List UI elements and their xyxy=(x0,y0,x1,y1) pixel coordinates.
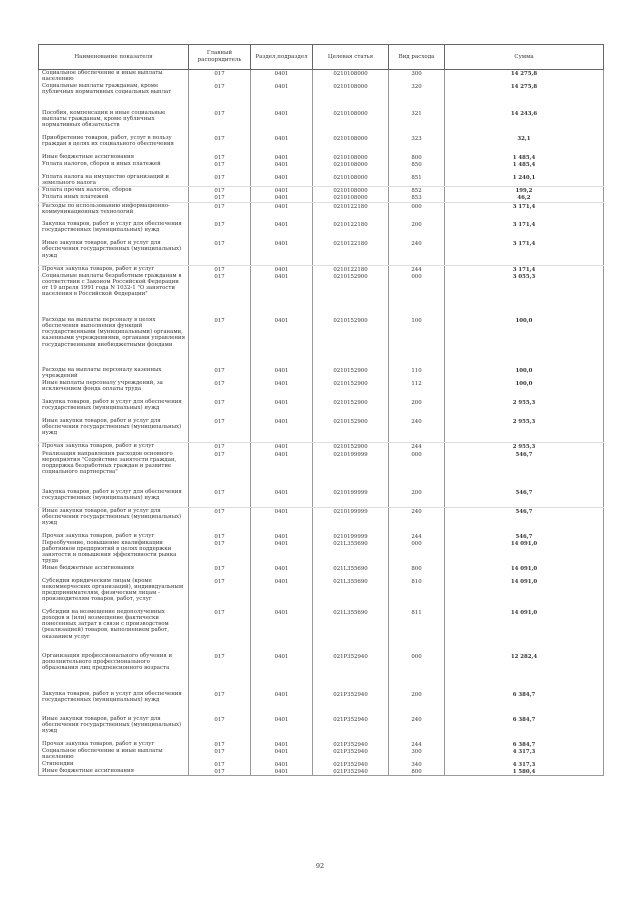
row-vr: 810 xyxy=(389,578,445,609)
table-row xyxy=(39,135,604,154)
row-sum: 100,0 xyxy=(445,367,604,380)
row-sum: 6 384,7 xyxy=(445,691,604,716)
row-sum: 2 955,3 xyxy=(445,443,604,451)
table-row xyxy=(39,110,604,135)
row-name: Социальные выплаты безработным гражданам в соответствии с Законом Российской Федерации от 19 апреля 1991 года N 1032-1 "О занятости населения в Российской Федерации" xyxy=(39,273,189,317)
row-rz: 0401 xyxy=(251,578,313,609)
table-row xyxy=(39,161,604,174)
row-name: Иные закупки товаров, работ и услуг для обеспечения государственных (муниципальных) нужд xyxy=(39,418,189,443)
row-rz: 0401 xyxy=(251,399,313,418)
row-rz: 0401 xyxy=(251,741,313,748)
row-name: Социальные выплаты гражданам, кроме публичных нормативных социальных выплат xyxy=(39,83,189,110)
row-name: Иные закупки товаров, работ и услуг для обеспечения государственных (муниципальных) нужд xyxy=(39,508,189,533)
expenditure-table xyxy=(38,44,604,776)
row-sum: 3 171,4 xyxy=(445,240,604,265)
row-rz: 0401 xyxy=(251,653,313,691)
row-cs: 021P352940 xyxy=(313,716,389,741)
row-cs: 021P352940 xyxy=(313,768,389,776)
row-cs: 0210122180 xyxy=(313,221,389,240)
row-name: Организация профессионального обучения и дополнительного профессионального образования лиц предпенсионного возраста xyxy=(39,653,189,691)
row-rz: 0401 xyxy=(251,451,313,489)
row-rz: 0401 xyxy=(251,716,313,741)
row-rz: 0401 xyxy=(251,367,313,380)
row-gr: 017 xyxy=(189,83,251,110)
row-gr: 017 xyxy=(189,508,251,533)
row-cs: 021P352940 xyxy=(313,741,389,748)
row-sum: 14 091,0 xyxy=(445,578,604,609)
table-header xyxy=(39,45,604,70)
row-cs: 0210108000 xyxy=(313,194,389,202)
table-row xyxy=(39,317,604,367)
row-gr: 017 xyxy=(189,653,251,691)
row-name: Расходы на выплаты персоналу казенных учреждений xyxy=(39,367,189,380)
header-rz: Раздел,подраздел xyxy=(251,45,313,70)
row-name: Субсидии юридическим лицам (кроме некоммерческих организаций), индивидуальным предпринимателям, физическим лицам - производителям товаров, работ, услуг xyxy=(39,578,189,609)
row-gr: 017 xyxy=(189,533,251,540)
row-rz: 0401 xyxy=(251,83,313,110)
row-vr: 000 xyxy=(389,202,445,221)
row-sum: 12 282,4 xyxy=(445,653,604,691)
row-sum: 2 955,3 xyxy=(445,418,604,443)
row-rz: 0401 xyxy=(251,508,313,533)
row-cs: 021P352940 xyxy=(313,761,389,768)
row-gr: 017 xyxy=(189,748,251,761)
table-row xyxy=(39,202,604,221)
row-gr: 017 xyxy=(189,202,251,221)
row-vr: 240 xyxy=(389,716,445,741)
table-row xyxy=(39,240,604,265)
row-vr: 000 xyxy=(389,451,445,489)
row-name: Иные закупки товаров, работ и услуг для обеспечения государственных (муниципальных) нужд xyxy=(39,716,189,741)
row-name: Закупка товаров, работ и услуг для обеспечения государственных (муниципальных) нужд xyxy=(39,399,189,418)
row-rz: 0401 xyxy=(251,70,313,83)
row-cs: 0210199999 xyxy=(313,451,389,489)
row-cs: 021P352940 xyxy=(313,653,389,691)
row-vr: 244 xyxy=(389,533,445,540)
row-rz: 0401 xyxy=(251,135,313,154)
row-rz: 0401 xyxy=(251,187,313,195)
row-name: Прочая закупка товаров, работ и услуг xyxy=(39,443,189,451)
row-sum: 2 955,3 xyxy=(445,399,604,418)
row-name: Закупка товаров, работ и услуг для обеспечения государственных (муниципальных) нужд xyxy=(39,691,189,716)
row-gr: 017 xyxy=(189,194,251,202)
row-cs: 0210152900 xyxy=(313,273,389,317)
row-sum: 3 171,4 xyxy=(445,221,604,240)
row-sum: 3 055,3 xyxy=(445,273,604,317)
row-sum: 1 240,1 xyxy=(445,174,604,187)
header-sum: Сумма xyxy=(445,45,604,70)
row-name: Иные выплаты персоналу учреждений, за исключением фонда оплаты труда xyxy=(39,380,189,399)
row-cs: 0210152900 xyxy=(313,367,389,380)
row-gr: 017 xyxy=(189,154,251,161)
row-gr: 017 xyxy=(189,565,251,578)
row-name: Прочая закупка товаров, работ и услуг xyxy=(39,741,189,748)
row-cs: 0210152900 xyxy=(313,317,389,367)
row-rz: 0401 xyxy=(251,748,313,761)
row-cs: 021L355690 xyxy=(313,609,389,653)
table-row xyxy=(39,174,604,187)
row-sum: 100,0 xyxy=(445,380,604,399)
table-body xyxy=(39,70,604,776)
row-cs: 0210108000 xyxy=(313,161,389,174)
row-vr: 320 xyxy=(389,83,445,110)
row-name: Прочая закупка товаров, работ и услуг xyxy=(39,265,189,273)
table-row xyxy=(39,609,604,653)
row-rz: 0401 xyxy=(251,265,313,273)
row-sum: 1 580,4 xyxy=(445,768,604,776)
row-sum: 14 091,0 xyxy=(445,540,604,565)
row-cs: 021P352940 xyxy=(313,748,389,761)
row-vr: 200 xyxy=(389,221,445,240)
row-vr: 100 xyxy=(389,317,445,367)
row-vr: 800 xyxy=(389,154,445,161)
row-cs: 021L355690 xyxy=(313,578,389,609)
row-name: Иные закупки товаров, работ и услуг для обеспечения государственных (муниципальных) нужд xyxy=(39,240,189,265)
row-sum: 546,7 xyxy=(445,451,604,489)
row-vr: 800 xyxy=(389,768,445,776)
row-vr: 244 xyxy=(389,265,445,273)
row-sum: 546,7 xyxy=(445,489,604,508)
row-vr: 240 xyxy=(389,240,445,265)
row-sum: 199,2 xyxy=(445,187,604,195)
row-gr: 017 xyxy=(189,489,251,508)
row-rz: 0401 xyxy=(251,540,313,565)
table-row xyxy=(39,273,604,317)
row-gr: 017 xyxy=(189,240,251,265)
row-vr: 240 xyxy=(389,418,445,443)
row-gr: 017 xyxy=(189,367,251,380)
row-gr: 017 xyxy=(189,135,251,154)
row-cs: 0210122180 xyxy=(313,202,389,221)
row-vr: 300 xyxy=(389,748,445,761)
row-rz: 0401 xyxy=(251,609,313,653)
row-cs: 0210108000 xyxy=(313,174,389,187)
row-vr: 240 xyxy=(389,508,445,533)
row-cs: 0210108000 xyxy=(313,187,389,195)
row-cs: 0210108000 xyxy=(313,70,389,83)
row-name: Пособия, компенсации и иные социальные выплаты гражданам, кроме публичных нормативных обязательств xyxy=(39,110,189,135)
row-rz: 0401 xyxy=(251,110,313,135)
row-gr: 017 xyxy=(189,691,251,716)
row-gr: 017 xyxy=(189,161,251,174)
row-sum: 14 091,0 xyxy=(445,609,604,653)
row-vr: 244 xyxy=(389,443,445,451)
row-rz: 0401 xyxy=(251,317,313,367)
row-gr: 017 xyxy=(189,451,251,489)
row-vr: 200 xyxy=(389,691,445,716)
row-cs: 021P352940 xyxy=(313,691,389,716)
row-cs: 0210108000 xyxy=(313,83,389,110)
table-row xyxy=(39,154,604,161)
row-sum: 6 384,7 xyxy=(445,716,604,741)
row-name: Иные бюджетные ассигнования xyxy=(39,565,189,578)
table-row xyxy=(39,691,604,716)
row-gr: 017 xyxy=(189,174,251,187)
row-cs: 0210152900 xyxy=(313,418,389,443)
table-row xyxy=(39,265,604,273)
row-sum: 14 091,0 xyxy=(445,565,604,578)
row-vr: 000 xyxy=(389,653,445,691)
row-gr: 017 xyxy=(189,317,251,367)
page-number: 92 xyxy=(315,862,325,870)
row-sum: 6 384,7 xyxy=(445,741,604,748)
row-sum: 1 485,4 xyxy=(445,161,604,174)
row-gr: 017 xyxy=(189,741,251,748)
row-gr: 017 xyxy=(189,221,251,240)
row-cs: 0210122180 xyxy=(313,240,389,265)
row-rz: 0401 xyxy=(251,380,313,399)
row-rz: 0401 xyxy=(251,202,313,221)
row-name: Уплата иных платежей xyxy=(39,194,189,202)
row-sum: 3 171,4 xyxy=(445,202,604,221)
row-vr: 200 xyxy=(389,489,445,508)
row-gr: 017 xyxy=(189,70,251,83)
row-sum: 546,7 xyxy=(445,508,604,533)
row-vr: 244 xyxy=(389,741,445,748)
table-row xyxy=(39,399,604,418)
row-name: Иные бюджетные ассигнования xyxy=(39,768,189,776)
row-sum: 32,1 xyxy=(445,135,604,154)
row-gr: 017 xyxy=(189,540,251,565)
row-cs: 0210152900 xyxy=(313,399,389,418)
row-cs: 0210152900 xyxy=(313,443,389,451)
row-name: Иные бюджетные ассигнования xyxy=(39,154,189,161)
row-vr: 851 xyxy=(389,174,445,187)
row-gr: 017 xyxy=(189,110,251,135)
row-cs: 021L355690 xyxy=(313,540,389,565)
table-row xyxy=(39,578,604,609)
row-name: Уплата прочих налогов, сборов xyxy=(39,187,189,195)
row-name: Стипендии xyxy=(39,761,189,768)
row-vr: 850 xyxy=(389,161,445,174)
row-gr: 017 xyxy=(189,380,251,399)
table-row xyxy=(39,489,604,508)
row-vr: 110 xyxy=(389,367,445,380)
row-rz: 0401 xyxy=(251,489,313,508)
row-gr: 017 xyxy=(189,418,251,443)
row-cs: 021L355690 xyxy=(313,565,389,578)
table-row xyxy=(39,748,604,761)
table-row xyxy=(39,533,604,540)
table-row xyxy=(39,70,604,83)
table-row xyxy=(39,768,604,776)
row-cs: 0210122180 xyxy=(313,265,389,273)
row-name: Расходы на выплаты персоналу в целях обеспечения выполнения функций государственными (муниципальными) органами, казенными учреждениями, органами управления государственными внебюджетными фондами xyxy=(39,317,189,367)
row-sum: 4 317,3 xyxy=(445,748,604,761)
row-name: Уплата налогов, сборов и иных платежей xyxy=(39,161,189,174)
row-sum: 546,7 xyxy=(445,533,604,540)
row-sum: 1 485,4 xyxy=(445,154,604,161)
row-cs: 0210108000 xyxy=(313,110,389,135)
row-name: Уплата налога на имущество организаций и земельного налога xyxy=(39,174,189,187)
row-rz: 0401 xyxy=(251,768,313,776)
row-vr: 000 xyxy=(389,540,445,565)
row-sum: 14 243,6 xyxy=(445,110,604,135)
row-vr: 800 xyxy=(389,565,445,578)
row-vr: 340 xyxy=(389,761,445,768)
row-gr: 017 xyxy=(189,187,251,195)
row-name: Прочая закупка товаров, работ и услуг xyxy=(39,533,189,540)
header-name: Наименование показателя xyxy=(39,45,189,70)
row-name: Реализация направления расходов основного мероприятия "Содействие занятости граждан, поддержка безработных граждан и развитие социального партнерства" xyxy=(39,451,189,489)
row-name: Социальное обеспечение и иные выплаты населению xyxy=(39,748,189,761)
header-cs: Целевая статья xyxy=(313,45,389,70)
row-rz: 0401 xyxy=(251,221,313,240)
row-cs: 0210199999 xyxy=(313,489,389,508)
row-gr: 017 xyxy=(189,273,251,317)
table-row xyxy=(39,187,604,195)
row-vr: 323 xyxy=(389,135,445,154)
row-gr: 017 xyxy=(189,578,251,609)
row-vr: 811 xyxy=(389,609,445,653)
row-name: Закупка товаров, работ и услуг для обеспечения государственных (муниципальных) нужд xyxy=(39,489,189,508)
row-sum: 14 275,8 xyxy=(445,70,604,83)
row-gr: 017 xyxy=(189,265,251,273)
row-cs: 0210199999 xyxy=(313,533,389,540)
row-vr: 112 xyxy=(389,380,445,399)
row-name: Расходы по использованию информационно-коммуникационных технологий xyxy=(39,202,189,221)
row-gr: 017 xyxy=(189,443,251,451)
row-sum: 4 317,3 xyxy=(445,761,604,768)
row-vr: 321 xyxy=(389,110,445,135)
row-name: Субсидии на возмещение недополученных доходов и (или) возмещение фактически понесенных затрат в связи с производством (реализацией) товаров, выполнением работ, оказанием услуг xyxy=(39,609,189,653)
row-name: Приобретение товаров, работ, услуг в пользу граждан в целях их социального обеспечения xyxy=(39,135,189,154)
row-gr: 017 xyxy=(189,399,251,418)
table-row xyxy=(39,653,604,691)
table-row xyxy=(39,83,604,110)
row-rz: 0401 xyxy=(251,154,313,161)
row-cs: 0210199999 xyxy=(313,508,389,533)
row-name: Социальное обеспечение и иные выплаты населению xyxy=(39,70,189,83)
table-row xyxy=(39,508,604,533)
table-row xyxy=(39,716,604,741)
table-row xyxy=(39,540,604,565)
row-vr: 200 xyxy=(389,399,445,418)
table-row xyxy=(39,380,604,399)
header-gr: Главный распорядитель xyxy=(189,45,251,70)
row-vr: 852 xyxy=(389,187,445,195)
table-row xyxy=(39,194,604,202)
row-rz: 0401 xyxy=(251,761,313,768)
row-rz: 0401 xyxy=(251,161,313,174)
table-row xyxy=(39,451,604,489)
header-vr: Вид расхода xyxy=(389,45,445,70)
table-row xyxy=(39,741,604,748)
row-sum: 46,2 xyxy=(445,194,604,202)
row-rz: 0401 xyxy=(251,691,313,716)
row-sum: 3 171,4 xyxy=(445,265,604,273)
row-vr: 300 xyxy=(389,70,445,83)
row-sum: 14 275,8 xyxy=(445,83,604,110)
row-rz: 0401 xyxy=(251,533,313,540)
row-gr: 017 xyxy=(189,768,251,776)
row-gr: 017 xyxy=(189,761,251,768)
row-sum: 100,0 xyxy=(445,317,604,367)
row-name: Закупка товаров, работ и услуг для обеспечения государственных (муниципальных) нужд xyxy=(39,221,189,240)
row-rz: 0401 xyxy=(251,273,313,317)
row-rz: 0401 xyxy=(251,565,313,578)
row-name: Переобучение, повышение квалификации работников предприятий в целях поддержки занятости и повышения эффективности рынка труда xyxy=(39,540,189,565)
table-row xyxy=(39,565,604,578)
row-rz: 0401 xyxy=(251,443,313,451)
row-gr: 017 xyxy=(189,716,251,741)
table-row xyxy=(39,221,604,240)
row-gr: 017 xyxy=(189,609,251,653)
row-rz: 0401 xyxy=(251,174,313,187)
row-cs: 0210108000 xyxy=(313,135,389,154)
row-cs: 0210152900 xyxy=(313,380,389,399)
row-rz: 0401 xyxy=(251,194,313,202)
table-row xyxy=(39,418,604,443)
table-row xyxy=(39,443,604,451)
table-row xyxy=(39,367,604,380)
row-rz: 0401 xyxy=(251,418,313,443)
row-vr: 000 xyxy=(389,273,445,317)
row-cs: 0210108000 xyxy=(313,154,389,161)
row-vr: 853 xyxy=(389,194,445,202)
row-rz: 0401 xyxy=(251,240,313,265)
